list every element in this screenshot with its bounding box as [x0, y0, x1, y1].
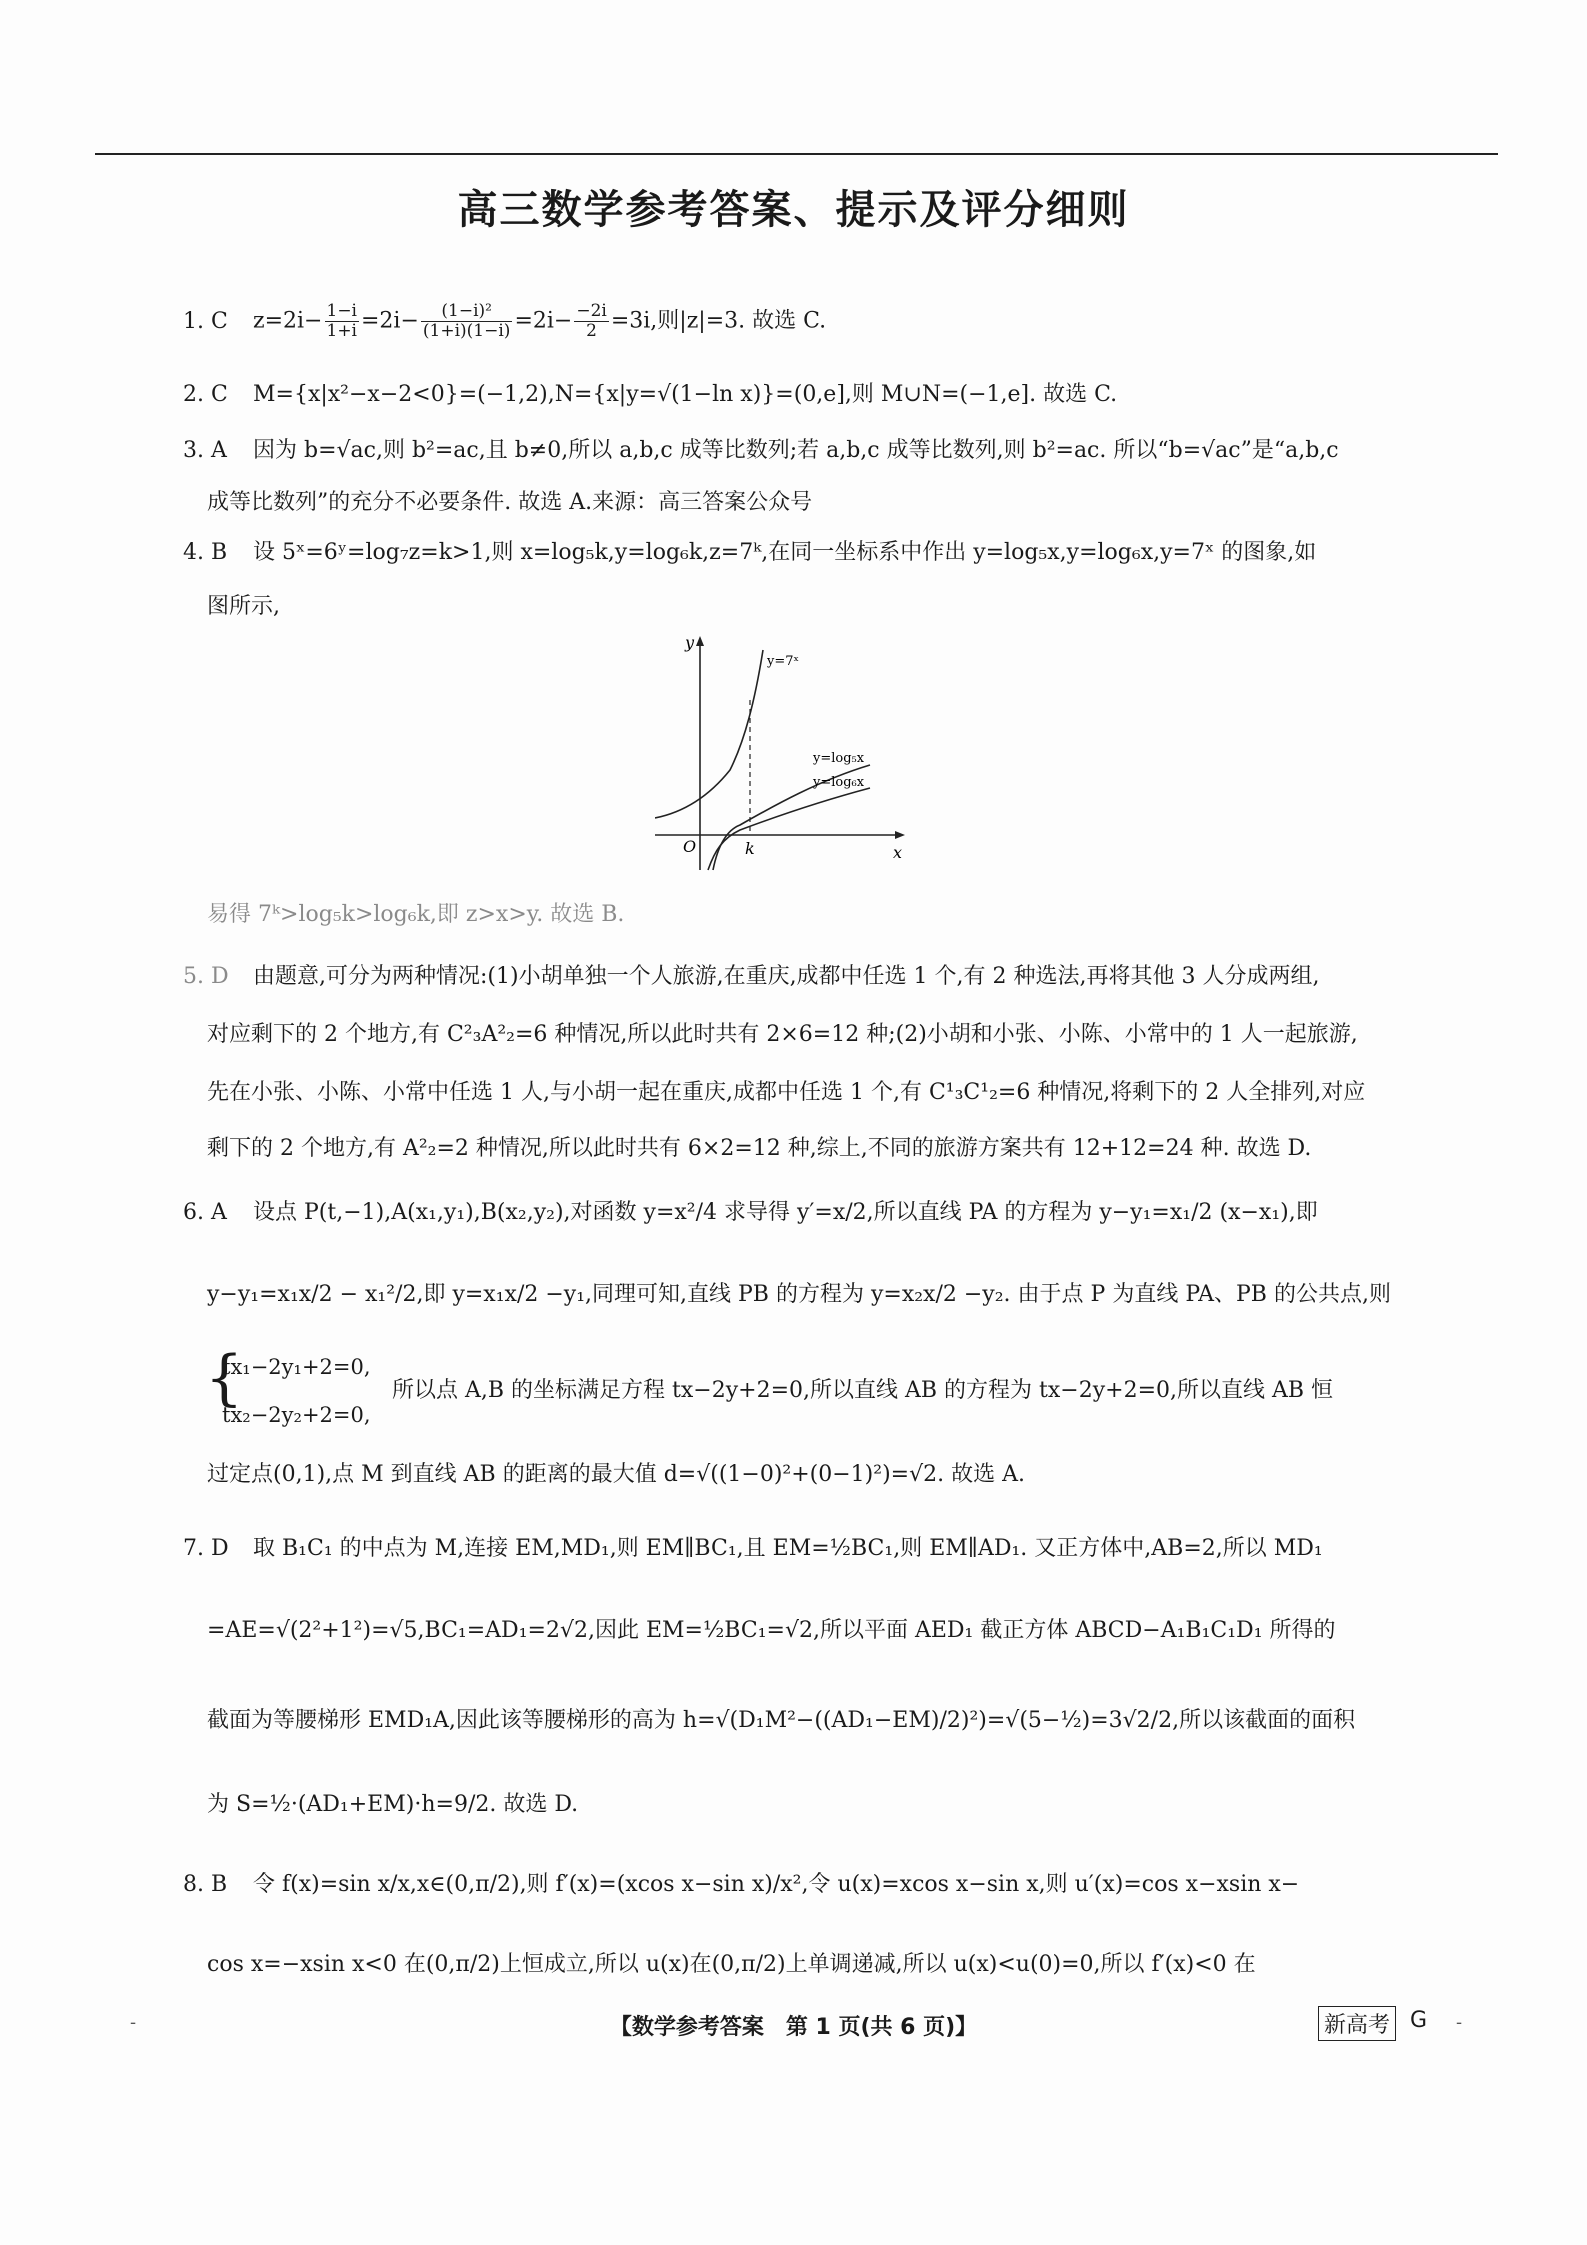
answer-text: M={x|x²−x−2<0}=(−1,2),N={x|y=√(1−ln x)}=(0,e],则 M∪N=(−1,e]. 故选 C.	[253, 382, 1118, 407]
answer-text: 由题意,可分为两种情况:(1)小胡单独一个人旅游,在重庆,成都中任选 1 个,有 2 种选法,再将其他 3 人分成两组,	[253, 964, 1320, 989]
fraction: $\frac{\text{(1−i)²}}{(1+i)(1-i)}$	[422, 301, 511, 341]
footer-dash-right: -	[1456, 2012, 1463, 2033]
answer-text: 设 5ˣ=6ʸ=log₇z=k>1,则 x=log₅k,y=log₆k,z=7ᵏ,在同一坐标系中作出 y=log₅x,y=log₆x,y=7ˣ 的图象,如	[253, 540, 1317, 565]
x-axis-arrow	[895, 831, 905, 839]
system-eq-1: tx₁−2y₁+2=0,	[222, 1355, 371, 1379]
answer-8	[183, 1870, 1299, 1900]
answer-number: 2. C	[183, 382, 228, 407]
origin-label: O	[683, 837, 697, 856]
answer-4-cont: 图所示,	[207, 594, 280, 619]
y-axis-arrow	[696, 636, 704, 646]
answer-7	[183, 1534, 1323, 1564]
answer-5	[183, 962, 1320, 992]
answer-text: 设点 P(t,−1),A(x₁,y₁),B(x₂,y₂),对函数 y=x²/4 求导得 y′=x/2,所以直线 PA 的方程为 y−y₁=x₁/2 (x−x₁),即	[253, 1200, 1318, 1225]
answer-number: 6. A	[183, 1200, 227, 1225]
log6-label: y=log₆x	[813, 775, 865, 790]
page-footer: 【数学参考答案 第 1 页(共 6 页)】	[609, 2015, 978, 2040]
edition-letter: G	[1410, 2008, 1428, 2033]
answer-8-cont: cos x=−xsin x<0 在(0,π/2)上恒成立,所以 u(x)在(0,π/2)上单调递减,所以 u(x)<u(0)=0,所以 f′(x)<0 在	[207, 1952, 1256, 1977]
answer-5-cont: 先在小张、小陈、小常中任选 1 人,与小胡一起在重庆,成都中任选 1 个,有 C¹₃C¹₂=6 种情况,将剩下的 2 人全排列,对应	[207, 1080, 1366, 1105]
answer-6-cont: y−y₁=x₁x/2 − x₁²/2,即 y=x₁x/2 −y₁,同理可知,直线 PB 的方程为 y=x₂x/2 −y₂. 由于点 P 为直线 PA、PB 的公共点,则	[207, 1282, 1391, 1307]
answer-text: =2i−	[361, 308, 419, 334]
answer-3	[183, 436, 1339, 466]
answer-text: =2i−	[514, 308, 573, 334]
answer-number: 4. B	[183, 540, 228, 565]
answer-2	[183, 380, 1117, 410]
fraction: $\frac{-2i}{2}$	[576, 301, 607, 341]
answer-number: 1. C	[183, 308, 228, 334]
answer-text: 取 B₁C₁ 的中点为 M,连接 EM,MD₁,则 EM∥BC₁,且 EM=½BC₁,则 EM∥AD₁. 又正方体中,AB=2,所以 MD₁	[253, 1536, 1323, 1561]
exp-curve	[655, 650, 763, 818]
answer-4-conclusion: 易得 7ᵏ>log₅k>log₆k,即 z>x>y. 故选 B.	[207, 902, 625, 927]
fraction: $\frac{1-i}{1+i}$	[326, 301, 357, 341]
answer-number: 5. D	[183, 964, 229, 989]
y-axis-label: y	[685, 633, 695, 652]
answer-text: 因为 b=√ac,则 b²=ac,且 b≠0,所以 a,b,c 成等比数列;若 a,b,c 成等比数列,则 b²=ac. 所以“b=√ac”是“a,b,c	[253, 438, 1339, 463]
page-title: 高三数学参考答案、提示及评分细则	[457, 187, 1130, 233]
answer-4	[183, 538, 1316, 568]
answer-number: 8. B	[183, 1872, 228, 1897]
answer-6-cont: 所以点 A,B 的坐标满足方程 tx−2y+2=0,所以直线 AB 的方程为 tx−2y+2=0,所以直线 AB 恒	[392, 1378, 1334, 1403]
answer-number: 7. D	[183, 1536, 229, 1561]
answer-7-cont: =AE=√(2²+1²)=√5,BC₁=AD₁=2√2,因此 EM=½BC₁=√2,所以平面 AED₁ 截正方体 ABCD−A₁B₁C₁D₁ 所得的	[207, 1618, 1336, 1643]
log5-label: y=log₅x	[813, 751, 865, 766]
answer-text: =3i,则|z|=3. 故选 C.	[610, 308, 827, 334]
answer-7-cont: 为 S=½·(AD₁+EM)·h=9/2. 故选 D.	[207, 1792, 579, 1817]
footer-dash-left: -	[130, 2012, 137, 2033]
answer-5-cont: 剩下的 2 个地方,有 A²₂=2 种情况,所以此时共有 6×2=12 种,综上,不同的旅游方案共有 12+12=24 种. 故选 D.	[207, 1136, 1312, 1161]
answer-6-cont: 过定点(0,1),点 M 到直线 AB 的距离的最大值 d=√((1−0)²+(0−1)²)=√2. 故选 A.	[207, 1462, 1025, 1487]
answer-5-cont: 对应剩下的 2 个地方,有 C²₃A²₂=6 种情况,所以此时共有 2×6=12 种;(2)小胡和小张、小陈、小常中的 1 人一起旅游,	[207, 1022, 1358, 1047]
top-rule	[95, 153, 1498, 155]
x-axis-label: x	[893, 843, 903, 862]
answer-text: z=2i−	[253, 308, 323, 334]
system-eq-2: tx₂−2y₂+2=0,	[222, 1403, 371, 1427]
answer-number: 3. A	[183, 438, 227, 463]
answer-text: 令 f(x)=sin x/x,x∈(0,π/2),则 f′(x)=(xcos x−sin x)/x²,令 u(x)=xcos x−sin x,则 u′(x)=cos x−xsin x−	[253, 1872, 1300, 1897]
answer-3-cont: 成等比数列”的充分不必要条件. 故选 A.来源：高三答案公众号	[207, 490, 813, 515]
answer-7-cont: 截面为等腰梯形 EMD₁A,因此该等腰梯形的高为 h=√(D₁M²−((AD₁−EM)/2)²)=√(5−½)=3√2/2,所以该截面的面积	[207, 1708, 1356, 1733]
answer-1	[183, 302, 826, 341]
edition-badge: 新高考	[1318, 2006, 1396, 2041]
system-brace: {	[205, 1343, 244, 1413]
exp-label: y=7ˣ	[767, 654, 800, 669]
answer-6	[183, 1198, 1318, 1228]
function-graph	[655, 630, 915, 890]
k-label: k	[745, 839, 755, 858]
